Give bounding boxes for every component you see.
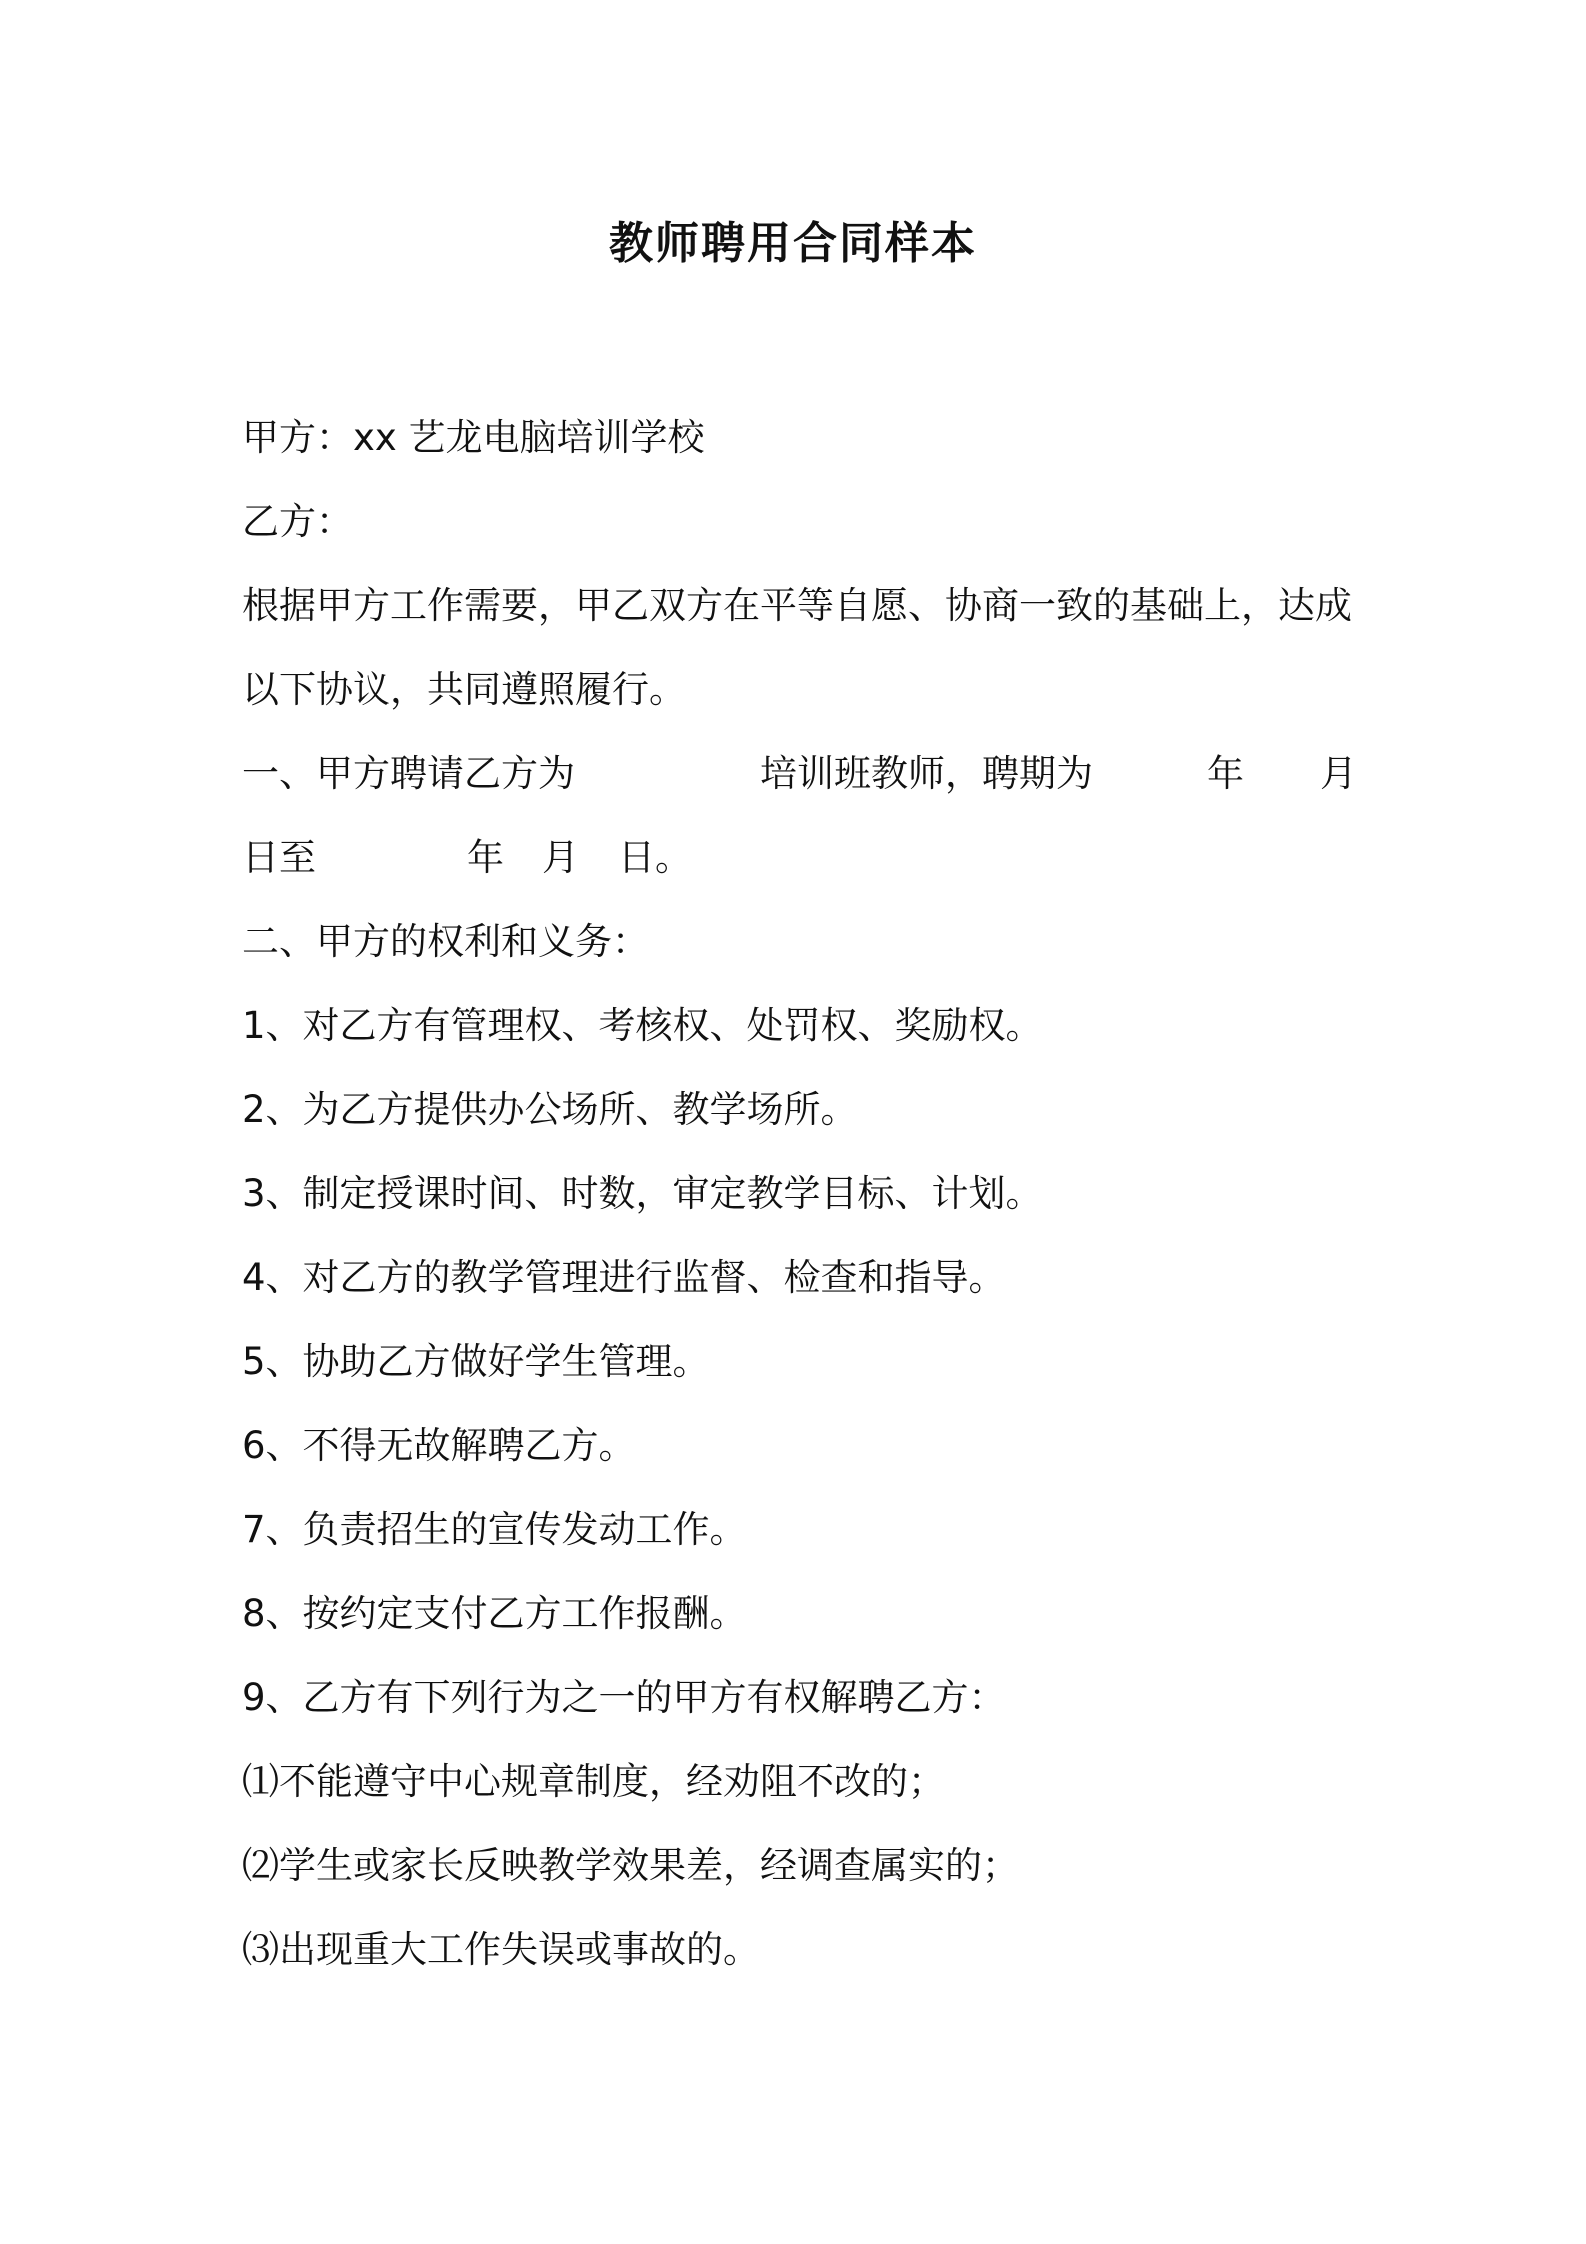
list-item: 7、负责招生的宣传发动工作。 <box>242 1508 747 1551</box>
section-2-heading: 二、甲方的权利和义务： <box>242 920 649 963</box>
sub-list-item: ⑴不能遵守中心规章制度，经劝阻不改的； <box>242 1760 945 1803</box>
clause-1-day-to-label: 日至 <box>242 836 316 879</box>
clause-1-year-label: 年 <box>1207 752 1244 795</box>
document-title: 教师聘用合同样本 <box>609 218 977 269</box>
clause-1-text-a: 一、甲方聘请乙方为 <box>242 752 575 795</box>
list-item: 1、对乙方有管理权、考核权、处罚权、奖励权。 <box>242 1004 1043 1047</box>
party-a-line: 甲方：xx 艺龙电脑培训学校 <box>242 416 705 459</box>
list-item: 2、为乙方提供办公场所、教学场所。 <box>242 1088 858 1131</box>
list-item: 4、对乙方的教学管理进行监督、检查和指导。 <box>242 1256 1006 1299</box>
list-item: 6、不得无故解聘乙方。 <box>242 1424 636 1467</box>
intro-line-2: 以下协议，共同遵照履行。 <box>242 668 686 711</box>
clause-1-month-label: 月 <box>1320 752 1357 795</box>
clause-1-end-day-label: 日。 <box>618 836 692 879</box>
clause-1-line-1 <box>242 746 1362 802</box>
clause-1-line-2 <box>242 830 1362 886</box>
sub-list-item: ⑵学生或家长反映教学效果差，经调查属实的； <box>242 1844 1019 1887</box>
sub-list-item: ⑶出现重大工作失误或事故的。 <box>242 1928 760 1971</box>
list-item: 3、制定授课时间、时数，审定教学目标、计划。 <box>242 1172 1043 1215</box>
party-b-line: 乙方： <box>242 500 353 543</box>
clause-1-text-b: 培训班教师，聘期为 <box>760 752 1093 795</box>
intro-line-1: 根据甲方工作需要，甲乙双方在平等自愿、协商一致的基础上，达成 <box>242 584 1352 627</box>
list-item: 5、协助乙方做好学生管理。 <box>242 1340 710 1383</box>
list-item: 8、按约定支付乙方工作报酬。 <box>242 1592 747 1635</box>
clause-1-end-year-label: 年 <box>467 836 504 879</box>
clause-1-end-month-label: 月 <box>542 836 579 879</box>
list-item: 9、乙方有下列行为之一的甲方有权解聘乙方： <box>242 1676 1006 1719</box>
